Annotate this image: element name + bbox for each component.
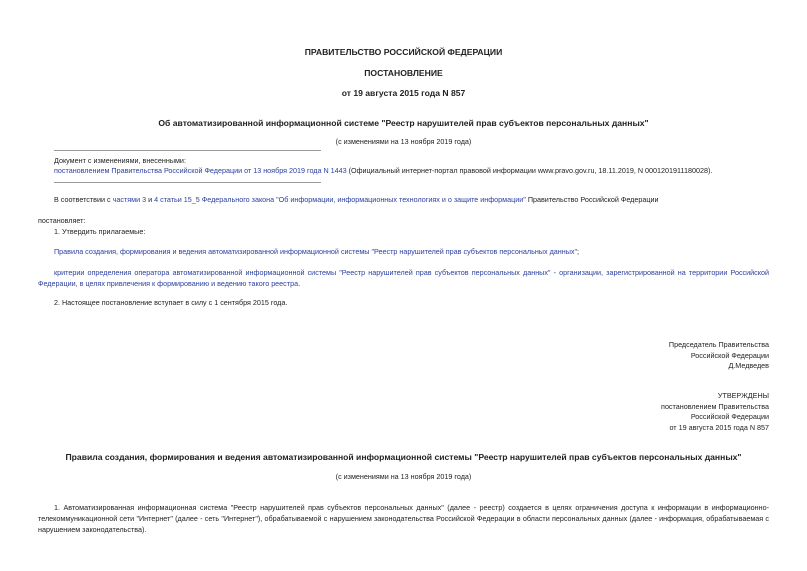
criteria-link[interactable]: критерии определения оператора автоматизированной информационной системы "Реестр нарушителей прав субъектов персональных данных" - организации, зарегистрированной на территории Российской Федерации, в целях привлечения к формированию и ведению такого реестра bbox=[38, 268, 769, 288]
signature-org: Российской Федерации bbox=[690, 350, 769, 360]
approval-line-4: от 19 августа 2015 года N 857 bbox=[669, 422, 769, 432]
rules-paragraph-1: 1. Автоматизированная информационная система "Реестр нарушителей прав субъектов персональных данных" (далее - реестр) создается в целях ограничения доступа к информации в информационно-телекоммуникационной сети "Интернет" (далее - сеть "Интернет"), обрабатываемой с нарушением законодательства Российской Федерации в области персональных данных (далее - информация, обрабатываемая с нарушением законодательства). bbox=[38, 503, 769, 534]
changes-label: Документ с изменениями, внесенными: bbox=[54, 156, 186, 165]
changes-text bbox=[54, 166, 712, 175]
changes-source: (Официальный интернет-портал правовой информации www.pravo.gov.ru, 18.11.2019, N 0001201911180028). bbox=[346, 166, 713, 175]
law-article-link[interactable]: 4 статьи 15_5 Федерального закона "Об информации, информационных технологиях и о защите информации" bbox=[154, 195, 526, 204]
signature-position: Председатель Правительства bbox=[668, 340, 769, 349]
item-2: 2. Настоящее постановление вступает в силу с 1 сентября 2015 года. bbox=[54, 298, 288, 307]
divider-bottom bbox=[54, 182, 321, 183]
divider-top bbox=[54, 150, 321, 151]
rules-amendment-note: (с изменениями на 13 ноября 2019 года) bbox=[335, 472, 472, 481]
approval-heading: УТВЕРЖДЕНЫ bbox=[717, 391, 769, 400]
rules-link[interactable]: Правила создания, формирования и ведения автоматизированной информационной системы "Реестр нарушителей прав субъектов персональных данных" bbox=[54, 247, 578, 256]
item-1b: критерии определения оператора автоматизированной информационной системы "Реестр нарушителей прав субъектов персональных данных" - организации, зарегистрированной на территории Российской Федерации, в целях привлечения к формированию и ведению такого реестра. bbox=[38, 268, 769, 288]
document-type: ПОСТАНОВЛЕНИЕ bbox=[364, 68, 443, 78]
approval-line-3: Российской Федерации bbox=[690, 412, 769, 421]
document-title: Об автоматизированной информационной системе "Реестр нарушителей прав субъектов персональных данных" bbox=[158, 118, 649, 128]
approval-line-2: постановлением Правительства bbox=[661, 401, 769, 411]
signature-name: Д.Медведев bbox=[728, 361, 769, 370]
signature-block bbox=[669, 340, 769, 372]
government-heading: ПРАВИТЕЛЬСТВО РОССИЙСКОЙ ФЕДЕРАЦИИ bbox=[304, 47, 503, 57]
item-1: 1. Утвердить прилагаемые: bbox=[54, 227, 146, 236]
law-parts-link[interactable]: частями 3 bbox=[112, 195, 147, 204]
amendment-note: (с изменениями на 13 ноября 2019 года) bbox=[335, 137, 472, 146]
amending-decree-link[interactable]: постановлением Правительства Российской Федерации от 13 ноября 2019 года N 1443 bbox=[54, 166, 347, 175]
preamble: В соответствии с частями 3 и 4 статьи 15_5 Федерального закона "Об информации, информационных технологиях и о защите информации" Правительство Российской Федерации bbox=[54, 195, 659, 204]
item-1a: Правила создания, формирования и ведения автоматизированной информационной системы "Реестр нарушителей прав субъектов персональных данных"; bbox=[54, 247, 580, 256]
rules-title: Правила создания, формирования и ведения автоматизированной информационной системы "Реестр нарушителей прав субъектов персональных данных" bbox=[65, 452, 742, 462]
document-date-number: от 19 августа 2015 года N 857 bbox=[341, 88, 466, 98]
decree-word: постановляет: bbox=[38, 216, 86, 225]
approval-block bbox=[661, 391, 769, 433]
